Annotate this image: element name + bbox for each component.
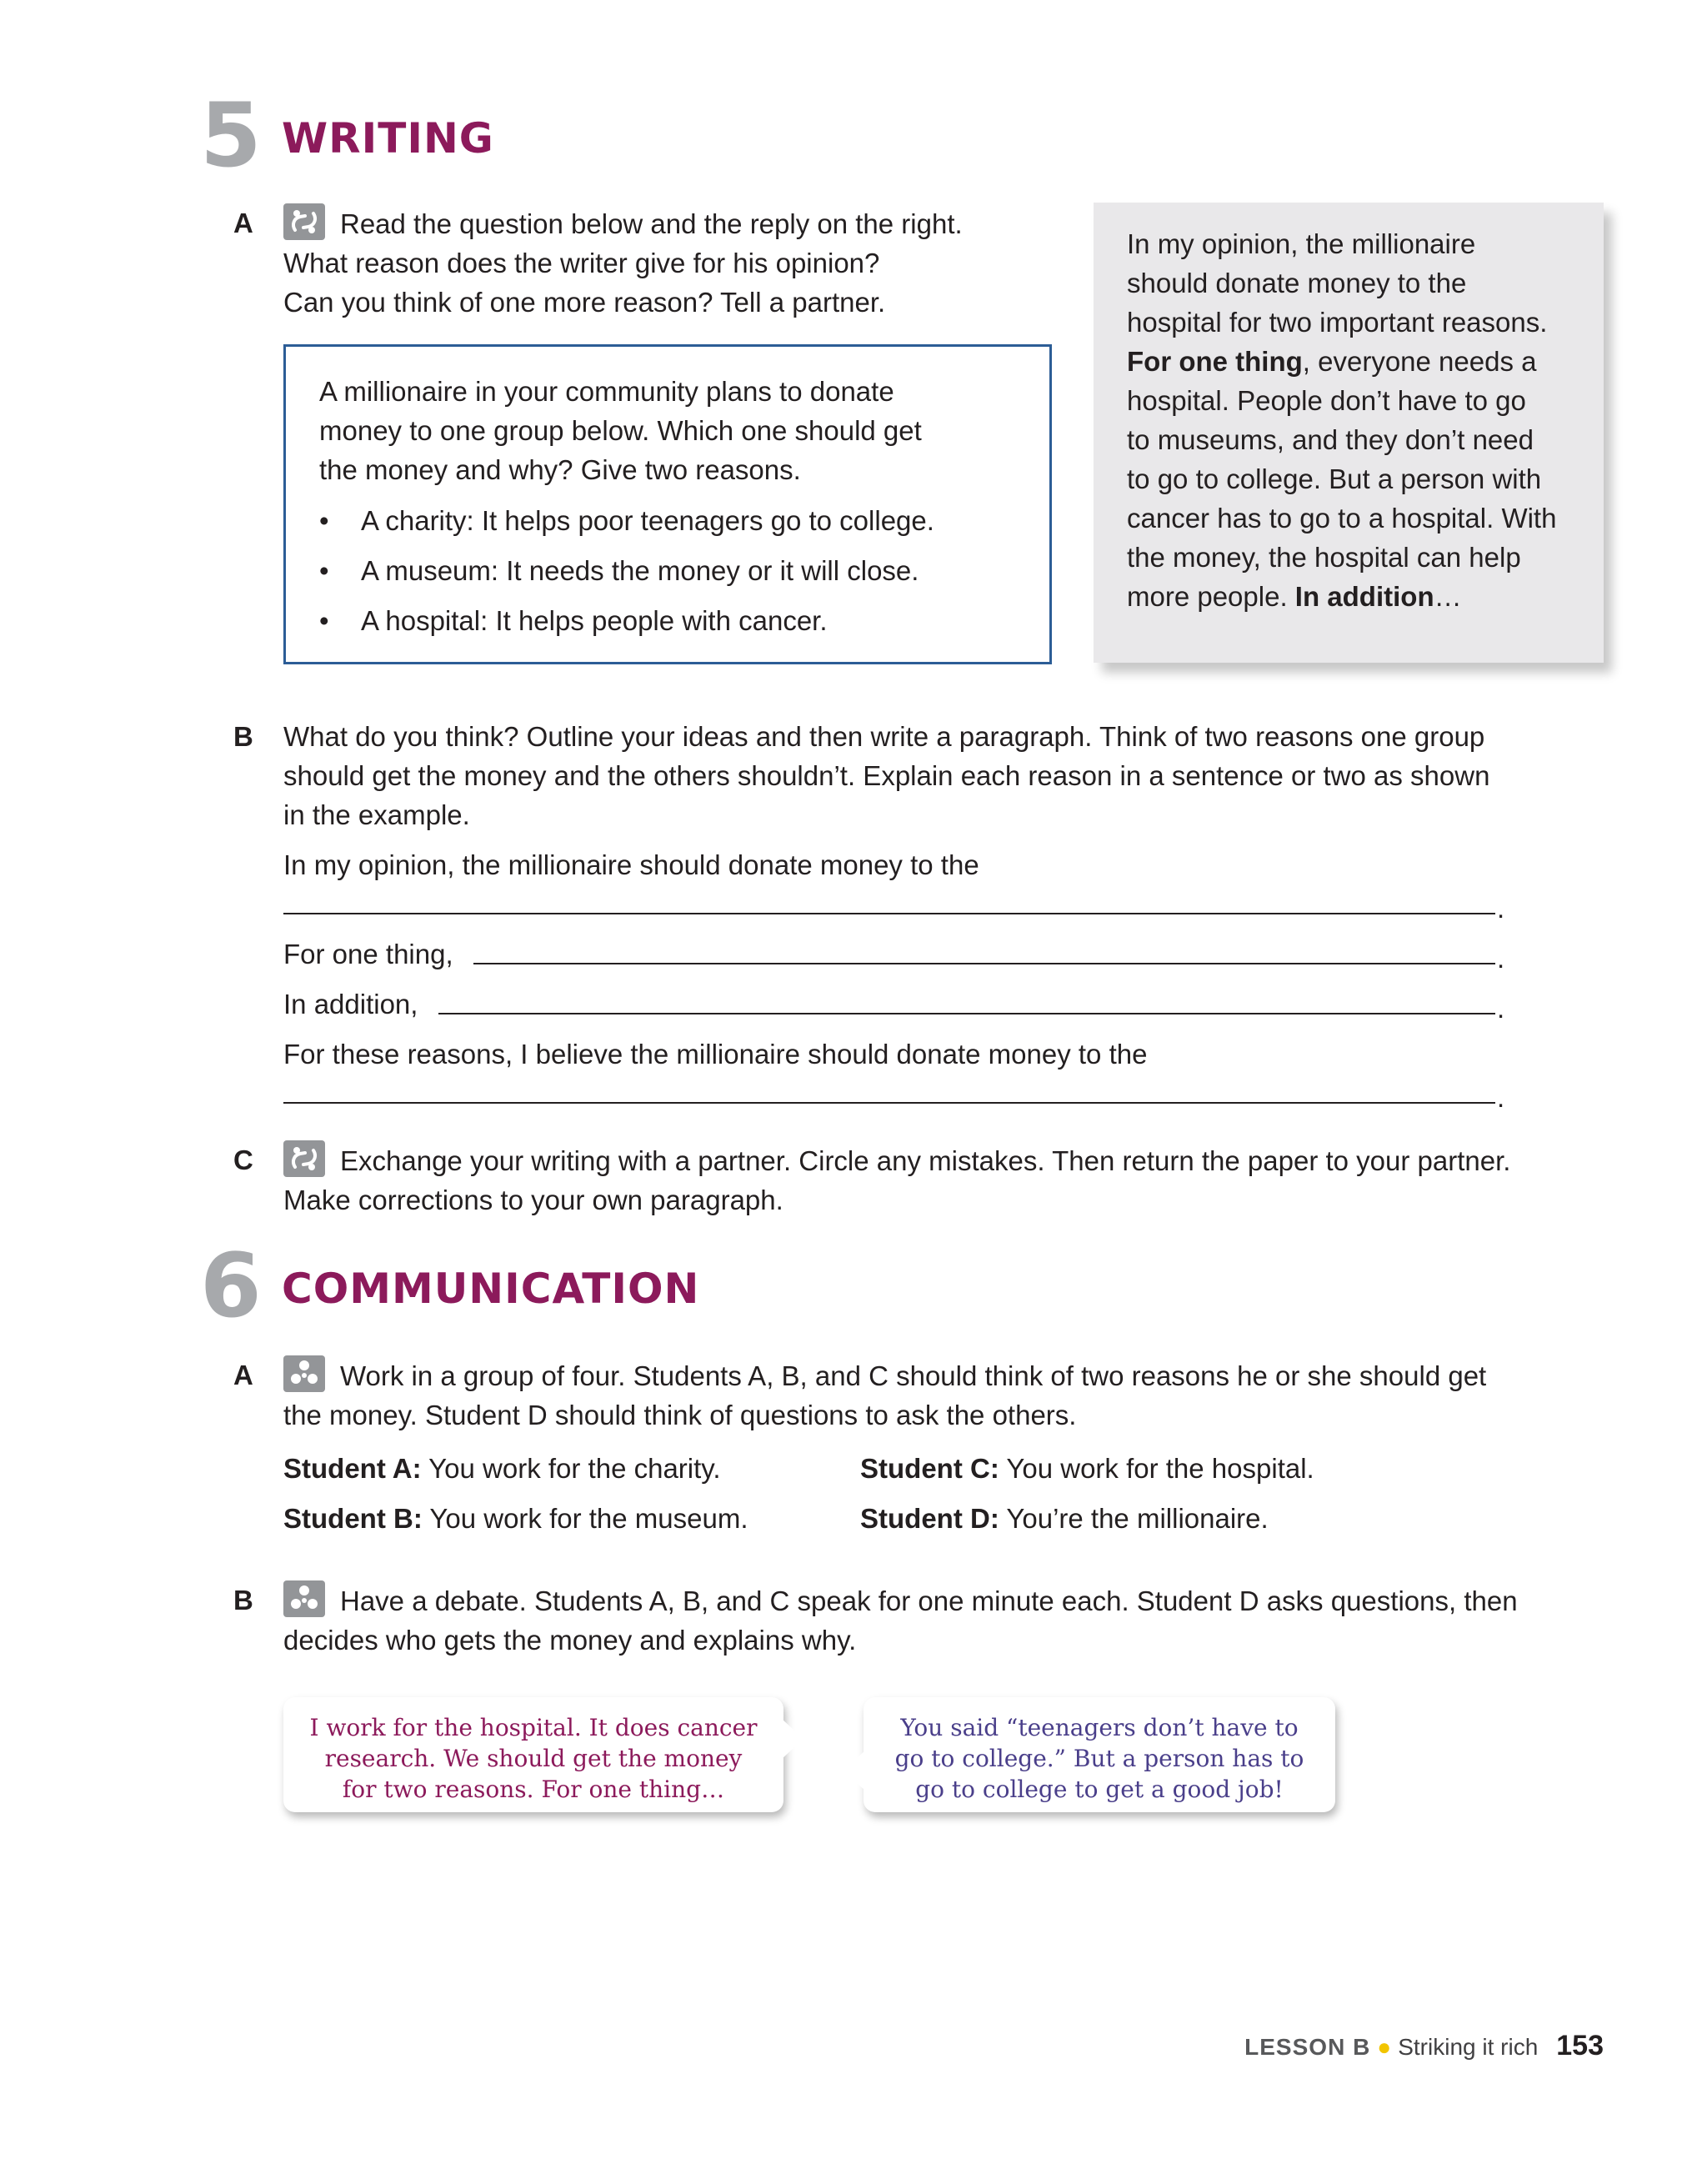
bubble-line: go to college.” But a person has to: [894, 1745, 1304, 1772]
line-period: .: [1497, 943, 1505, 974]
prompt-opinion: In my opinion, the millionaire should donate money to the: [283, 849, 979, 880]
question-line-1: A millionaire in your community plans to donate: [319, 376, 894, 407]
communication-b-instructions: [283, 1580, 1650, 1660]
exercise-b-instructions: [283, 717, 1634, 834]
bubble-line: You said “teenagers don’t have to: [900, 1714, 1299, 1741]
exercise-b-line-2: should get the money and the others shouldn’t. Explain each reason in a sentence or two as shown: [283, 760, 1490, 791]
exercise-a-line-3: Can you think of one more reason? Tell a partner.: [283, 287, 886, 318]
communication-b-line-2: decides who gets the money and explains why.: [283, 1625, 857, 1656]
student-a-role: [283, 1449, 721, 1488]
student-role-text: You work for the museum.: [422, 1503, 748, 1534]
note-text: more people.: [1127, 581, 1295, 612]
exercise-letter-a: A: [233, 208, 253, 238]
group-work-icon: [283, 1580, 325, 1617]
prompt-conclusion: For these reasons, I believe the millionaire should donate money to the: [283, 1039, 1148, 1069]
footer-bullet-icon: ●: [1377, 2034, 1392, 2060]
note-bold-phrase: In addition: [1294, 581, 1434, 612]
note-text: , everyone needs a: [1302, 346, 1537, 377]
exercise-a-instructions: [283, 203, 1067, 322]
bubble-line: research. We should get the money: [324, 1745, 743, 1772]
exercise-a-line-1: Read the question below and the reply on the right.: [340, 208, 963, 239]
communication-a-line-2: the money. Student D should think of questions to ask the others.: [283, 1400, 1077, 1430]
note-line: [1127, 577, 1570, 616]
exercise-c-line-2: Make corrections to your own paragraph.: [283, 1185, 783, 1215]
sample-reply-note: [1094, 203, 1604, 663]
option-hospital: • A hospital: It helps people with cancer.: [319, 596, 1016, 646]
communication-a-line-1: Work in a group of four. Students A, B, and C should think of two reasons he or she should get: [340, 1360, 1487, 1391]
bubble-tail-left: [842, 1751, 867, 1792]
writing-line-2[interactable]: [473, 963, 1495, 964]
option-list: [319, 496, 1016, 646]
bubble-line: go to college to get a good job!: [915, 1776, 1284, 1803]
question-line-3: the money and why? Give two reasons.: [319, 454, 801, 485]
note-line: cancer has to go to a hospital. With: [1127, 503, 1557, 533]
student-label: Student A:: [283, 1453, 422, 1484]
note-line: hospital for two important reasons.: [1127, 307, 1548, 338]
lesson-label: LESSON B: [1244, 2034, 1371, 2060]
lesson-subtitle: Striking it rich: [1398, 2034, 1539, 2060]
student-b-role: [283, 1499, 748, 1538]
line-period: .: [1497, 993, 1505, 1024]
note-line: [1127, 342, 1570, 381]
speech-bubble-reply: [864, 1697, 1335, 1812]
student-role-text: You’re the millionaire.: [999, 1503, 1269, 1534]
exercise-letter-c: C: [233, 1145, 253, 1175]
page-footer: [1244, 2026, 1604, 2066]
note-text: …: [1434, 581, 1462, 612]
exercise-b-line-1: What do you think? Outline your ideas and then write a paragraph. Think of two reasons one group: [283, 721, 1485, 752]
section-title-writing: WRITING: [282, 114, 494, 163]
option-charity: • A charity: It helps poor teenagers go to college.: [319, 496, 1016, 546]
prompt-for-one-thing: For one thing,: [283, 939, 453, 969]
page-number: 153: [1556, 2030, 1604, 2061]
note-line: to museums, and they don’t need: [1127, 424, 1534, 455]
speech-bubble-hospital: [283, 1697, 783, 1812]
exercise-a-line-2: What reason does the writer give for his opinion?: [283, 248, 880, 278]
student-label: Student D:: [860, 1503, 999, 1534]
bubble-line: I work for the hospital. It does cancer: [309, 1714, 758, 1741]
student-d-role: [860, 1499, 1269, 1538]
note-line: should donate money to the: [1127, 268, 1467, 298]
exercise-letter-b: B: [233, 721, 253, 752]
section-title-communication: COMMUNICATION: [282, 1265, 700, 1313]
student-role-text: You work for the hospital.: [999, 1453, 1314, 1484]
communication-a-instructions: [283, 1355, 1650, 1435]
line-period: .: [1497, 1082, 1505, 1113]
student-c-role: [860, 1449, 1314, 1488]
student-label: Student B:: [283, 1503, 423, 1534]
bubble-line: for two reasons. For one thing…: [342, 1776, 725, 1803]
section-number-5: 5: [200, 84, 262, 187]
prompt-in-addition: In addition,: [283, 989, 418, 1019]
note-line: In my opinion, the millionaire: [1127, 228, 1476, 259]
pair-work-icon: [283, 203, 325, 240]
line-period: .: [1497, 893, 1505, 924]
option-museum: • A museum: It needs the money or it will close.: [319, 546, 1016, 596]
pair-work-icon: [283, 1140, 325, 1177]
exercise-letter-b: B: [233, 1585, 253, 1615]
exercise-c-instructions: [283, 1140, 1650, 1220]
student-role-text: You work for the charity.: [421, 1453, 721, 1484]
writing-line-4[interactable]: [283, 1102, 1495, 1104]
question-line-2: money to one group below. Which one should get: [319, 415, 922, 446]
bubble-tail-right: [782, 1719, 807, 1761]
writing-line-3[interactable]: [438, 1013, 1495, 1014]
exercise-b-line-3: in the example.: [283, 799, 470, 830]
question-box: [283, 344, 1052, 664]
student-label: Student C:: [860, 1453, 999, 1484]
exercise-c-line-1: Exchange your writing with a partner. Circle any mistakes. Then return the paper to your partner.: [340, 1145, 1511, 1176]
note-line: hospital. People don’t have to go: [1127, 385, 1526, 416]
note-line: the money, the hospital can help: [1127, 542, 1521, 573]
note-bold-phrase: For one thing: [1127, 346, 1303, 377]
section-number-6: 6: [200, 1235, 262, 1337]
note-line: to go to college. But a person with: [1127, 463, 1542, 494]
exercise-letter-a: A: [233, 1360, 253, 1390]
group-work-icon: [283, 1355, 325, 1392]
communication-b-line-1: Have a debate. Students A, B, and C speak for one minute each. Student D asks questions, then: [340, 1585, 1518, 1616]
writing-line-1[interactable]: [283, 913, 1495, 914]
